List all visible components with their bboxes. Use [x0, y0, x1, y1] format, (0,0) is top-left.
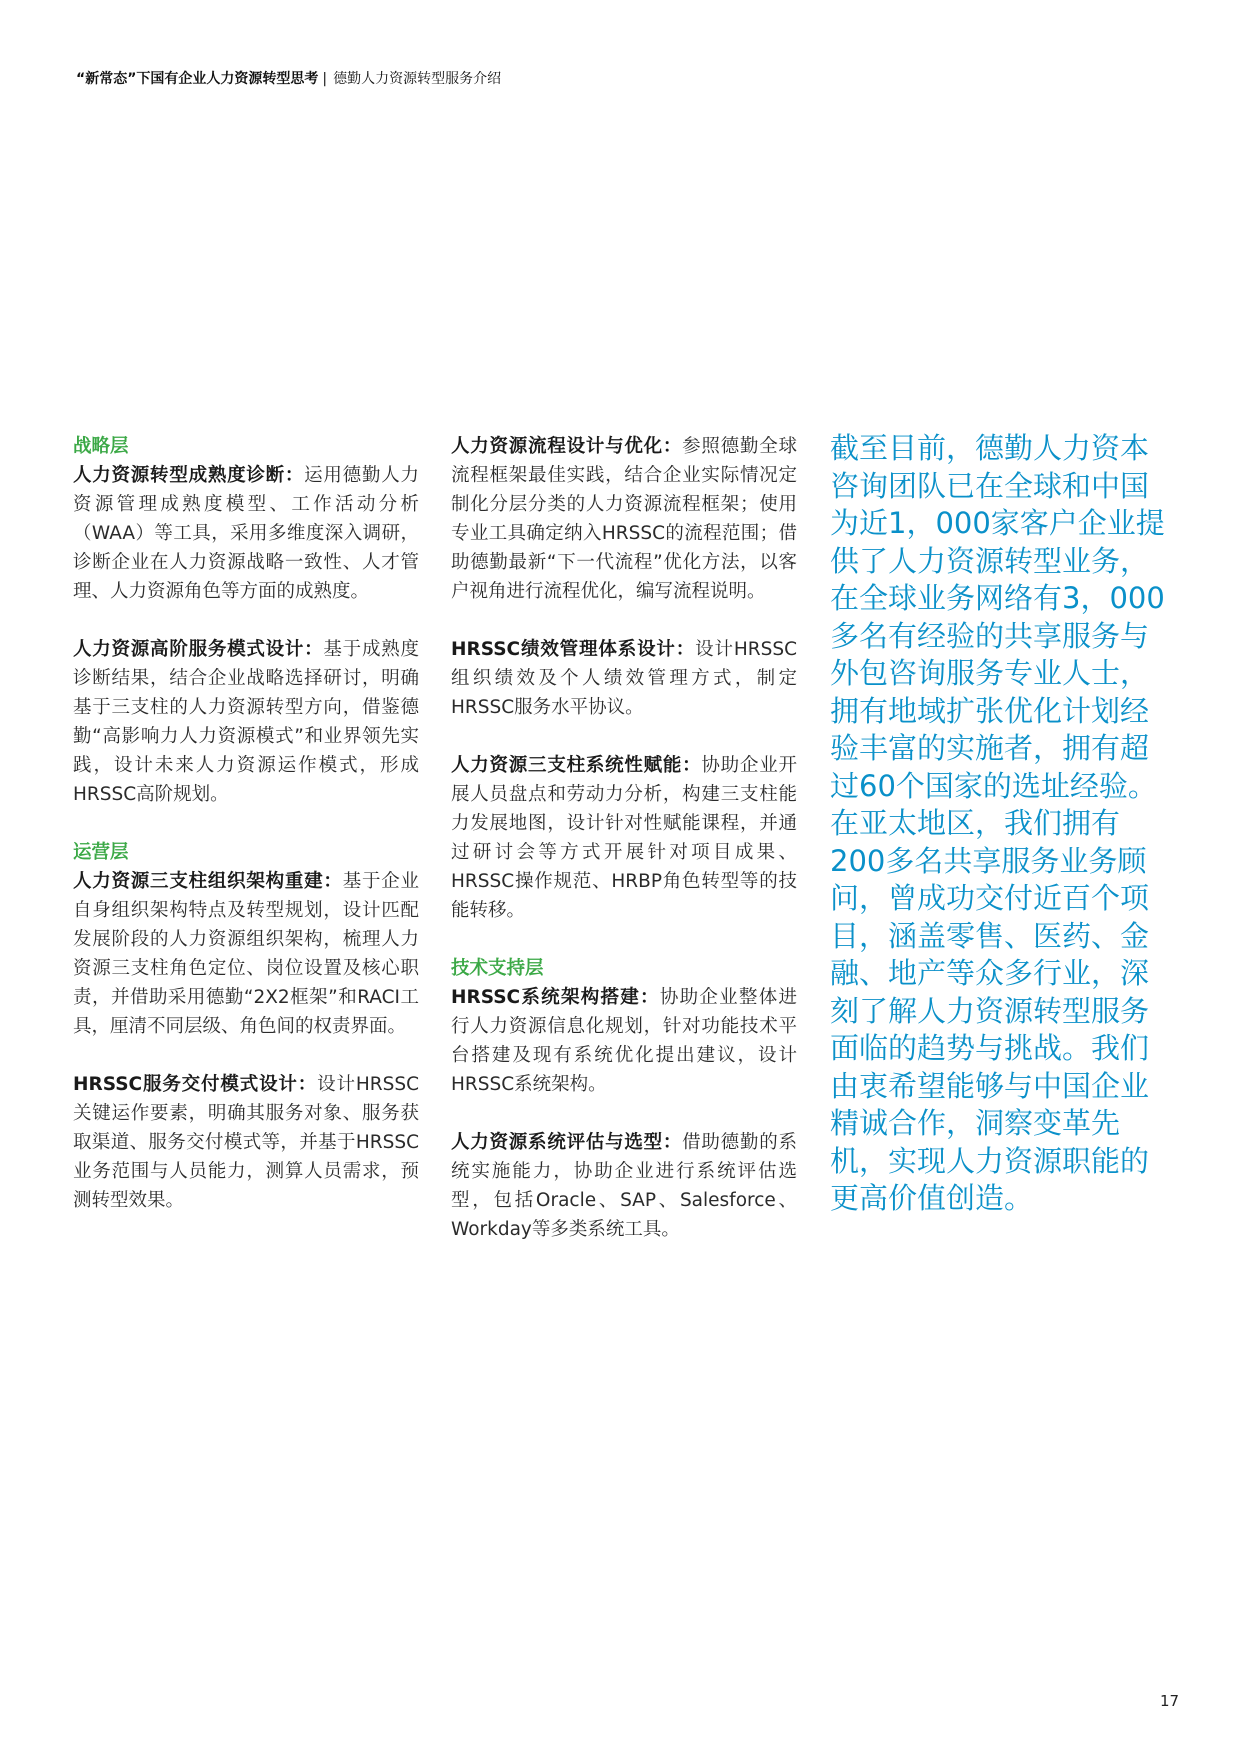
left-column [73, 432, 419, 1244]
service-item [451, 983, 797, 1099]
item-desc: 设计HRSSC组织绩效及个人绩效管理方式，制定HRSSC服务水平协议。 [451, 639, 798, 718]
service-item [451, 1128, 797, 1244]
item-term: 人力资源三支柱组织架构重建： [73, 871, 343, 892]
item-term: 人力资源转型成熟度诊断： [73, 465, 305, 486]
item-desc: 基于企业自身组织架构特点及转型规划，设计匹配发展阶段的人力资源组织架构，梳理人力资源三支柱角色定位、岗位设置及核心职责，并借助采用德勤“2X2框架”和RACI工具，厘清不同层级、角色间的权责界面。 [73, 871, 419, 1037]
section-title-operations: 运营层 [73, 842, 129, 863]
item-term: 人力资源三支柱系统性赋能： [451, 755, 702, 776]
service-item [451, 751, 797, 925]
item-desc: 参照德勤全球流程框架最佳实践，结合企业实际情况定制化分层分类的人力资源流程框架；使用专业工具确定纳入HRSSC的流程范围；借助德勤最新“下一代流程”优化方法，以客户视角进行流程优化，编写流程说明。 [451, 436, 797, 602]
item-term: HRSSC服务交付模式设计： [73, 1074, 318, 1095]
item-desc: 协助企业开展人员盘点和劳动力分析，构建三支柱能力发展地图，设计针对性赋能课程，并通过研讨会等方式开展针对项目成果、HRSSC操作规范、HRBP角色转型等的技能转移。 [451, 755, 797, 921]
item-desc: 设计HRSSC关键运作要素，明确其服务对象、服务获取渠道、服务交付模式等，并基于HRSSC业务范围与人员能力，测算人员需求，预测转型效果。 [73, 1074, 420, 1211]
service-item [73, 867, 419, 1041]
item-term: 人力资源流程设计与优化： [451, 436, 683, 457]
item-desc: 基于成熟度诊断结果，结合企业战略选择研讨，明确基于三支柱的人力资源转型方向，借鉴德勤“高影响力人力资源模式”和业界领先实践，设计未来人力资源运作模式，形成HRSSC高阶规划。 [73, 639, 419, 805]
header-separator: | [322, 71, 328, 87]
service-item [73, 1070, 419, 1215]
section-operations [73, 838, 419, 1215]
item-desc: 借助德勤的系统实施能力，协助企业进行系统评估选型，包括Oracle、SAP、Salesforce、Workday等多类系统工具。 [451, 1132, 797, 1240]
pull-quote: 截至目前，德勤人力资本咨询团队已在全球和中国为近1，000家客户企业提供了人力资源转型业务，在全球业务网络有3，000多名有经验的共享服务与外包咨询服务专业人士，拥有地域扩张优化计划经验丰富的实施者，拥有超过60个国家的选址经验。在亚太地区，我们拥有200多名共享服务业务顾问，曾成功交付近百个项目，涵盖零售、医药、金融、地产等众多行业，深刻了解人力资源转型服务面临的趋势与挑战。我们由衷希望能够与中国企业精诚合作，洞察变革先机，实现人力资源职能的更高价值创造。 [830, 431, 1165, 1215]
section-strategy [73, 432, 419, 809]
section-title-tech-support: 技术支持层 [451, 958, 544, 979]
middle-column [451, 432, 797, 1273]
service-item [451, 432, 797, 606]
page-number: 17 [1160, 1692, 1180, 1710]
header-subtitle: 德勤人力资源转型服务介绍 [333, 71, 502, 87]
service-item [73, 635, 419, 809]
header-title: “新常态”下国有企业人力资源转型思考 [76, 71, 319, 87]
item-desc: 运用德勤人力资源管理成熟度模型、工作活动分析（WAA）等工具，采用多维度深入调研，诊断企业在人力资源战略一致性、人才管理、人力资源角色等方面的成熟度。 [73, 465, 419, 602]
item-term: HRSSC绩效管理体系设计： [451, 639, 696, 660]
section-tech-support [451, 954, 797, 1244]
item-term: 人力资源系统评估与选型： [451, 1132, 683, 1153]
service-item [451, 635, 797, 722]
item-desc: 协助企业整体进行人力资源信息化规划，针对功能技术平台搭建及现有系统优化提出建议，设计HRSSC系统架构。 [451, 987, 797, 1095]
running-header [76, 70, 501, 88]
service-item [73, 461, 419, 606]
section-title-strategy: 战略层 [73, 436, 129, 457]
item-term: HRSSC系统架构搭建： [451, 987, 660, 1008]
item-term: 人力资源高阶服务模式设计： [73, 639, 324, 660]
